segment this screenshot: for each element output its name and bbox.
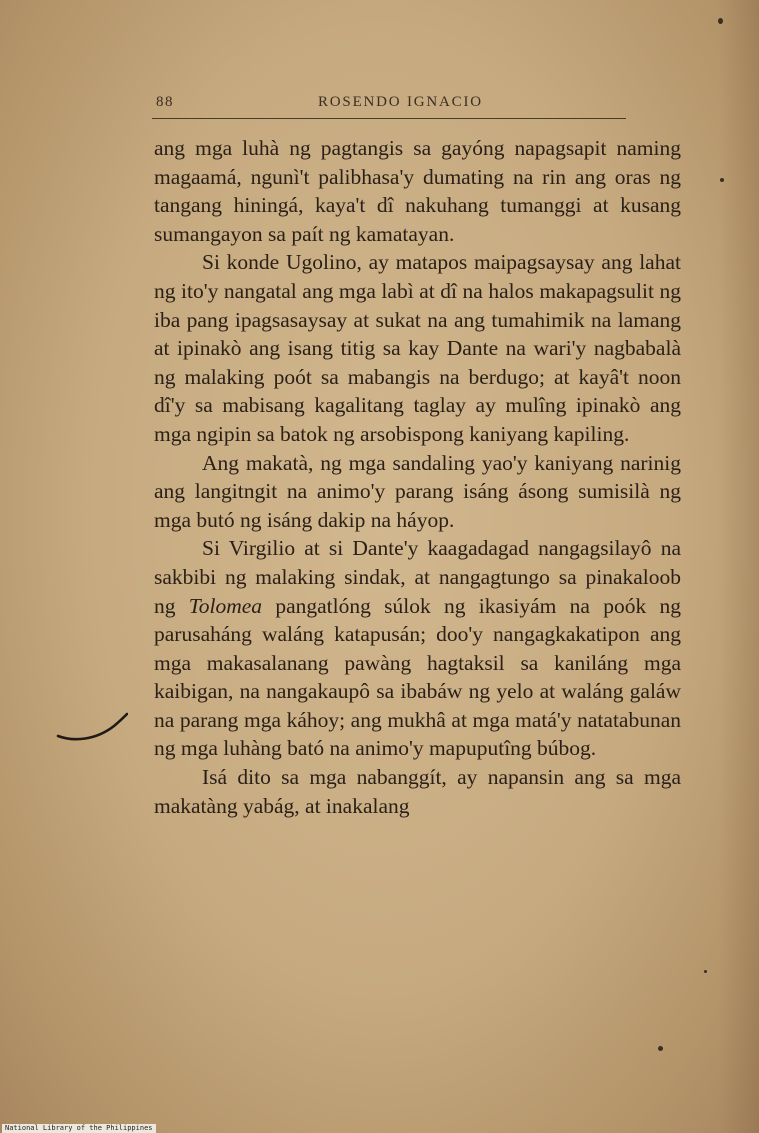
ink-speck [720,178,724,182]
ink-speck [658,1046,663,1051]
paragraph-1: ang mga luhà ng pagtangis sa gayóng napagsapit naming magaamá, ngunì't palibhasa'y dumating na rin ang oras ng tangang hiningá, kaya't dî nakuhang tumanggi at kusang sumangayon sa paít ng kamatayan. [154,136,681,246]
paragraph-4-end: pangatlóng súlok ng ikasiyám na poók ng parusaháng waláng katapusán; doo'y nangagkakatipon ang mga makasalanang pawàng hagtaksil sa kaniláng mga kaibigan, na nangakaupô sa ibabáw ng yelo at waláng galáw na parang mga káhoy; ang mukhâ at mga matá'y natatabunan ng mga luhàng bató na animo'y mapuputîng búbog. [154,593,682,761]
library-credit: National Library of the Philippines [2,1124,156,1133]
handwritten-margin-mark [56,710,128,744]
paragraph-2: Si konde Ugolino, ay matapos maipagsaysay ang lahat ng ito'y nangatal ang mga labì at dî na halos makapagsulit ng iba pang ipagsasaysay at sukat na ang tumahimik na lamang at ipinakò ang isang titig sa kay Dante na wari'y nagbabalà ng malaking poót sa mabangis na berdugo; at kayâ't noon dî'y sa mabisang kagalitang taglay ay mulîng ipinakò ang mga ngipin sa batok ng arsobispong kaniyang kapiling. [154,250,681,446]
ink-speck [718,18,723,24]
running-header [152,94,622,116]
paragraph-4 [154,534,681,763]
paragraph-4-start: Si Virgilio at si Dante'y kaagadagad nangagsilayô na sakbibi ng malaking sindak, at nangagtungo sa pinakaloob ng [154,536,681,618]
page-edge-shadow [719,0,759,1133]
page-number: 88 [156,94,174,110]
header-rule [152,118,626,119]
running-title: ROSENDO IGNACIO [318,94,483,110]
ink-speck [704,970,707,973]
body-text [154,134,681,820]
paragraph-3: Ang makatà, ng mga sandaling yao'y kaniyang narinig ang langitngit na animo'y parang isáng ásong sumisilà ng mga butó ng isáng dakip na háyop. [154,450,681,532]
italic-place-name: Tolomea [188,593,263,618]
paragraph-5: Isá dito sa mga nabanggít, ay napansin ang sa mga makatàng yabág, at inakalang [154,765,681,818]
